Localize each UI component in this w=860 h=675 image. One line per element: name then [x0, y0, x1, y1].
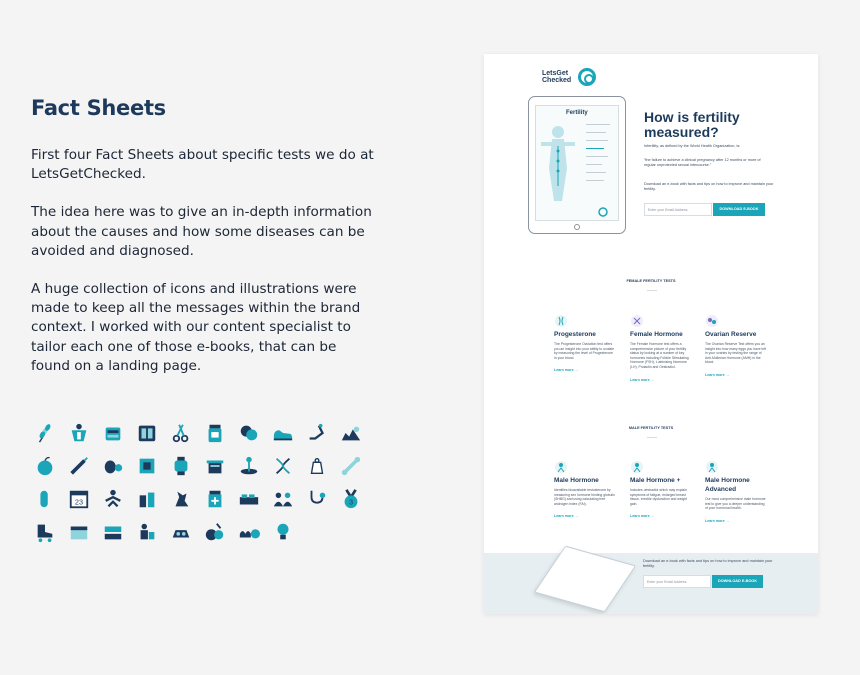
card-title: Ovarian Reserve — [705, 331, 757, 338]
bottom-download-button[interactable]: DOWNLOAD E-BOOK — [712, 575, 763, 588]
tablet-illustration — [528, 96, 626, 234]
chemist-icon — [130, 515, 164, 548]
card-description: The Progesterone Ovulation test offers you an insight into your ability to ovulate by measuring the level of Progesterone in your blood. — [554, 342, 615, 360]
wheat-icon — [28, 416, 62, 449]
sleep-icon — [334, 416, 368, 449]
card-title: Male Hormone + — [630, 477, 681, 484]
weight-icon — [300, 449, 334, 482]
learn-more-link[interactable]: Learn more → — [554, 368, 579, 373]
apple-icon — [28, 449, 62, 482]
fountain-icon — [232, 449, 266, 482]
card-male-hormone[interactable] — [554, 460, 616, 518]
learn-more-link[interactable]: Learn more → — [630, 377, 655, 382]
anatomy-icon — [62, 416, 96, 449]
hero-quote: "the failure to achieve a clinical pregnancy after 12 months or more of regular unprotected sexual intercourse." — [644, 158, 761, 167]
page-title: Fact Sheets — [31, 96, 166, 120]
syringe-icon — [62, 449, 96, 482]
bottom-email-field[interactable]: Enter your Email Address — [643, 575, 711, 588]
tablet-title: Fertility — [566, 110, 588, 116]
card-title: Male Hormone Advanced — [705, 477, 750, 493]
paragraph-intro: First four Fact Sheets about specific tests we do at LetsGetChecked. — [31, 147, 374, 183]
scissors-icon — [164, 416, 198, 449]
stethoscope-icon — [300, 482, 334, 515]
icon-collection — [28, 416, 364, 548]
logo-line2: Checked — [542, 77, 572, 84]
card-title: Female Hormone — [630, 331, 683, 338]
medal-number: 3 — [348, 497, 354, 506]
scale-icon — [130, 416, 164, 449]
hero-title: How is fertility measured? — [644, 109, 740, 140]
female-section-label: FEMALE FERTILITY TESTS — [626, 279, 676, 283]
logo-line1: LetsGet — [542, 69, 569, 77]
description-column — [31, 96, 376, 395]
body-diagram-icon — [536, 106, 619, 221]
kettle-icon — [198, 449, 232, 482]
cat-icon — [164, 482, 198, 515]
pills-icon — [96, 416, 130, 449]
pills-drop-icon — [198, 515, 232, 548]
male-section-label: MALE FERTILITY TESTS — [628, 426, 674, 430]
shoe-icon — [266, 416, 300, 449]
card-ovarian-reserve[interactable] — [705, 314, 767, 377]
card-female-hormone[interactable] — [630, 314, 692, 382]
bulb-icon — [266, 515, 300, 548]
bottles-icon — [130, 482, 164, 515]
rollerskate-icon — [28, 515, 62, 548]
progesterone-icon — [554, 314, 568, 328]
cooler-icon — [62, 515, 96, 548]
learn-more-link[interactable]: Learn more → — [705, 518, 730, 523]
tablet-flat-illustration — [534, 546, 636, 613]
logo[interactable] — [542, 68, 596, 86]
yoga-icon — [96, 482, 130, 515]
ovarian-reserve-icon — [705, 314, 719, 328]
female-section-divider — [647, 290, 657, 291]
calendar-icon — [62, 482, 96, 515]
bed-icon — [232, 482, 266, 515]
eggs-icon — [96, 449, 130, 482]
bottom-download-text: Download an e-book with facts and tips on how to improve and maintain your fertility. — [643, 559, 773, 568]
chip-icon — [130, 449, 164, 482]
running-icon — [300, 416, 334, 449]
paragraph-idea: The idea here was to give an in-depth information about the causes and how some diseases can be avoided and diagnosed. — [31, 204, 372, 259]
hero-subtitle: Infertility, as defined by the World Health Organization, is: — [644, 144, 741, 148]
male-hormone-advanced-icon — [705, 460, 719, 474]
paragraph-collection: A huge collection of icons and illustrations were made to keep all the messages within the brand context. I worked with our content specialist to tailor each one of those e-books, that can be found on a landing page. — [31, 281, 361, 374]
medal-icon — [334, 482, 368, 515]
medicine-icon — [198, 482, 232, 515]
male-section-divider — [647, 437, 657, 438]
box-icon — [96, 515, 130, 548]
family-icon — [266, 482, 300, 515]
bone-icon — [334, 449, 368, 482]
watch-icon — [164, 449, 198, 482]
female-hormone-icon — [630, 314, 644, 328]
card-description: Identifies bioavailable testosterone by measuring sex hormone binding globulin (SHBG) and using calculating free androgen index (FAI). — [554, 488, 615, 506]
bottom-download-banner — [484, 553, 818, 614]
card-description: Our most comprehensive male hormone test to give you a deeper understanding of your hormonal health. — [705, 497, 766, 511]
landing-page-preview — [484, 54, 818, 614]
card-description: Includes oestradiol which may explain symptoms of fatigue, enlarged breast tissue, erectile dysfunction and weight gain. — [630, 488, 688, 506]
male-hormone-plus-icon — [630, 460, 644, 474]
card-male-hormone-plus[interactable] — [630, 460, 692, 518]
card-male-hormone-advanced[interactable] — [705, 460, 767, 523]
camel-icon — [232, 515, 266, 548]
learn-more-link[interactable]: Learn more → — [554, 514, 579, 519]
bandage-icon — [28, 482, 62, 515]
learn-more-link[interactable]: Learn more → — [705, 372, 730, 377]
download-ebook-button[interactable]: DOWNLOAD E-BOOK — [713, 203, 765, 216]
logo-ring-icon — [578, 68, 596, 86]
card-progesterone[interactable] — [554, 314, 616, 372]
cells-icon — [232, 416, 266, 449]
hero-download-text: Download an e-book with facts and tips on how to improve and maintain your fertility. — [644, 182, 774, 191]
card-title: Progesterone — [554, 331, 596, 338]
dna-icon — [266, 449, 300, 482]
calendar-number: 23 — [74, 497, 84, 506]
card-description: The Ovarian Reserve Test offers you an insight into how many eggs you have left in your ovaries by testing the range of Anti-Mullerian Hormone (AMH) in the blood. — [705, 342, 767, 365]
card-description: The Female Hormone test offers a comprehensive picture of your fertility status by looking at a number of key hormones including Follicle Stimulating Hormone (FSH), Luteinising Hormone (LH), Prolactin and Oestradiol. — [630, 342, 689, 369]
email-field[interactable]: Enter your Email Address — [644, 203, 712, 216]
jar-icon — [198, 416, 232, 449]
card-title: Male Hormone — [554, 477, 599, 484]
learn-more-link[interactable]: Learn more → — [630, 514, 655, 519]
goggles-icon — [164, 515, 198, 548]
tablet-home-button-icon — [574, 224, 580, 230]
male-hormone-icon — [554, 460, 568, 474]
